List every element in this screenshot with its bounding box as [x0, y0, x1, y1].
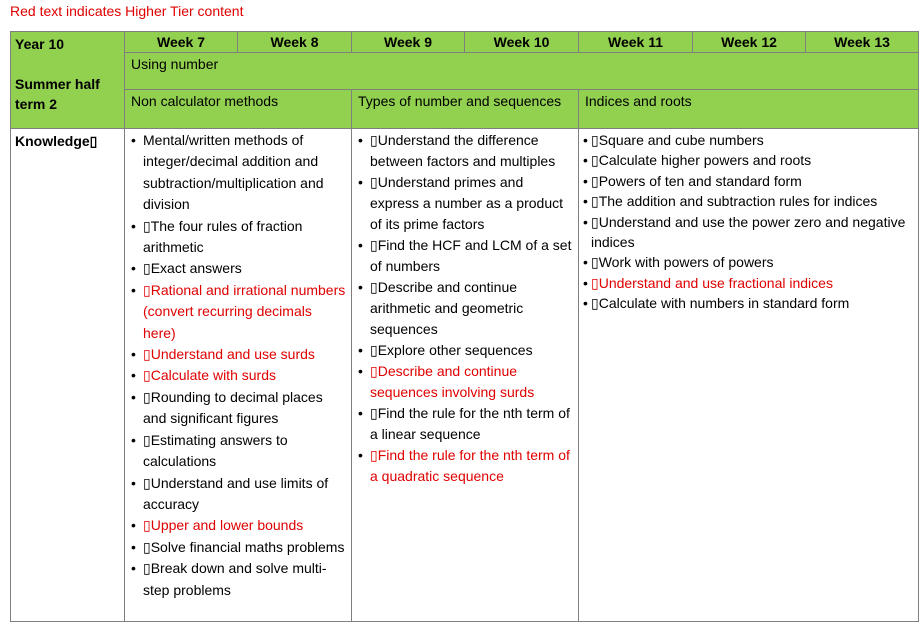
year-label: Year 10 — [15, 36, 65, 52]
knowledge-item: • ▯Find the HCF and LCM of a set of numbers — [356, 235, 574, 277]
higher-tier-note: Red text indicates Higher Tier content — [10, 3, 244, 19]
knowledge-cell-types-of-number — [352, 129, 579, 622]
knowledge-item: • ▯Break down and solve multi-step problems — [129, 558, 347, 601]
knowledge-item: • ▯The four rules of fraction arithmetic — [129, 216, 347, 259]
term-label: Summer half term 2 — [15, 76, 100, 112]
week-header: Week 10 — [465, 32, 579, 53]
topic-non-calculator: Non calculator methods — [125, 90, 352, 129]
knowledge-item: • ▯Describe and continue arithmetic and geometric sequences — [356, 277, 574, 340]
knowledge-cell-indices-roots — [579, 129, 919, 622]
knowledge-item: • ▯Powers of ten and standard form — [583, 171, 914, 191]
knowledge-item: • ▯Understand and use surds — [129, 344, 347, 365]
knowledge-item: • ▯Work with powers of powers — [583, 252, 914, 272]
topic-indices-roots: Indices and roots — [579, 90, 919, 129]
knowledge-item: • ▯Rounding to decimal places and significant figures — [129, 387, 347, 430]
week-header: Week 7 — [125, 32, 238, 53]
knowledge-item: • ▯Understand the difference between factors and multiples — [356, 130, 574, 172]
knowledge-item: • ▯Understand primes and express a number as a product of its prime factors — [356, 172, 574, 235]
knowledge-item: • ▯Describe and continue sequences involving surds — [356, 361, 574, 403]
week-header: Week 11 — [579, 32, 693, 53]
knowledge-cell-non-calculator — [125, 129, 352, 622]
knowledge-item: • ▯Calculate higher powers and roots — [583, 150, 914, 170]
knowledge-item: • ▯Understand and use fractional indices — [583, 273, 914, 293]
knowledge-item: • ▯Calculate with numbers in standard form — [583, 293, 914, 313]
knowledge-item: • ▯Calculate with surds — [129, 365, 347, 386]
knowledge-list — [125, 129, 351, 601]
week-header: Week 8 — [238, 32, 352, 53]
knowledge-item: • ▯Upper and lower bounds — [129, 515, 347, 536]
unit-title: Using number — [125, 53, 919, 90]
knowledge-item: • ▯Estimating answers to calculations — [129, 430, 347, 473]
week-header: Week 12 — [693, 32, 806, 53]
knowledge-item: • ▯Understand and use limits of accuracy — [129, 473, 347, 516]
knowledge-item: • ▯Find the rule for the nth term of a quadratic sequence — [356, 445, 574, 487]
scheme-of-work-table — [10, 31, 919, 622]
knowledge-item: • ▯The addition and subtraction rules for indices — [583, 191, 914, 211]
week-header: Week 13 — [806, 32, 919, 53]
knowledge-item: • Mental/written methods of integer/decimal addition and subtraction/multiplication and division — [129, 130, 347, 216]
knowledge-item: • ▯Solve financial maths problems — [129, 537, 347, 558]
year-term-cell — [11, 32, 125, 129]
knowledge-label: Knowledge▯ — [11, 129, 125, 622]
week-header: Week 9 — [352, 32, 465, 53]
knowledge-item: • ▯Find the rule for the nth term of a linear sequence — [356, 403, 574, 445]
knowledge-item: • ▯Explore other sequences — [356, 340, 574, 361]
knowledge-item: • ▯Exact answers — [129, 258, 347, 279]
topic-types-of-number: Types of number and sequences — [352, 90, 579, 129]
knowledge-list — [579, 129, 918, 314]
knowledge-list — [352, 129, 578, 487]
knowledge-item: • ▯Square and cube numbers — [583, 130, 914, 150]
knowledge-item: • ▯Understand and use the power zero and negative indices — [583, 212, 914, 253]
knowledge-item: • ▯Rational and irrational numbers (convert recurring decimals here) — [129, 280, 347, 344]
